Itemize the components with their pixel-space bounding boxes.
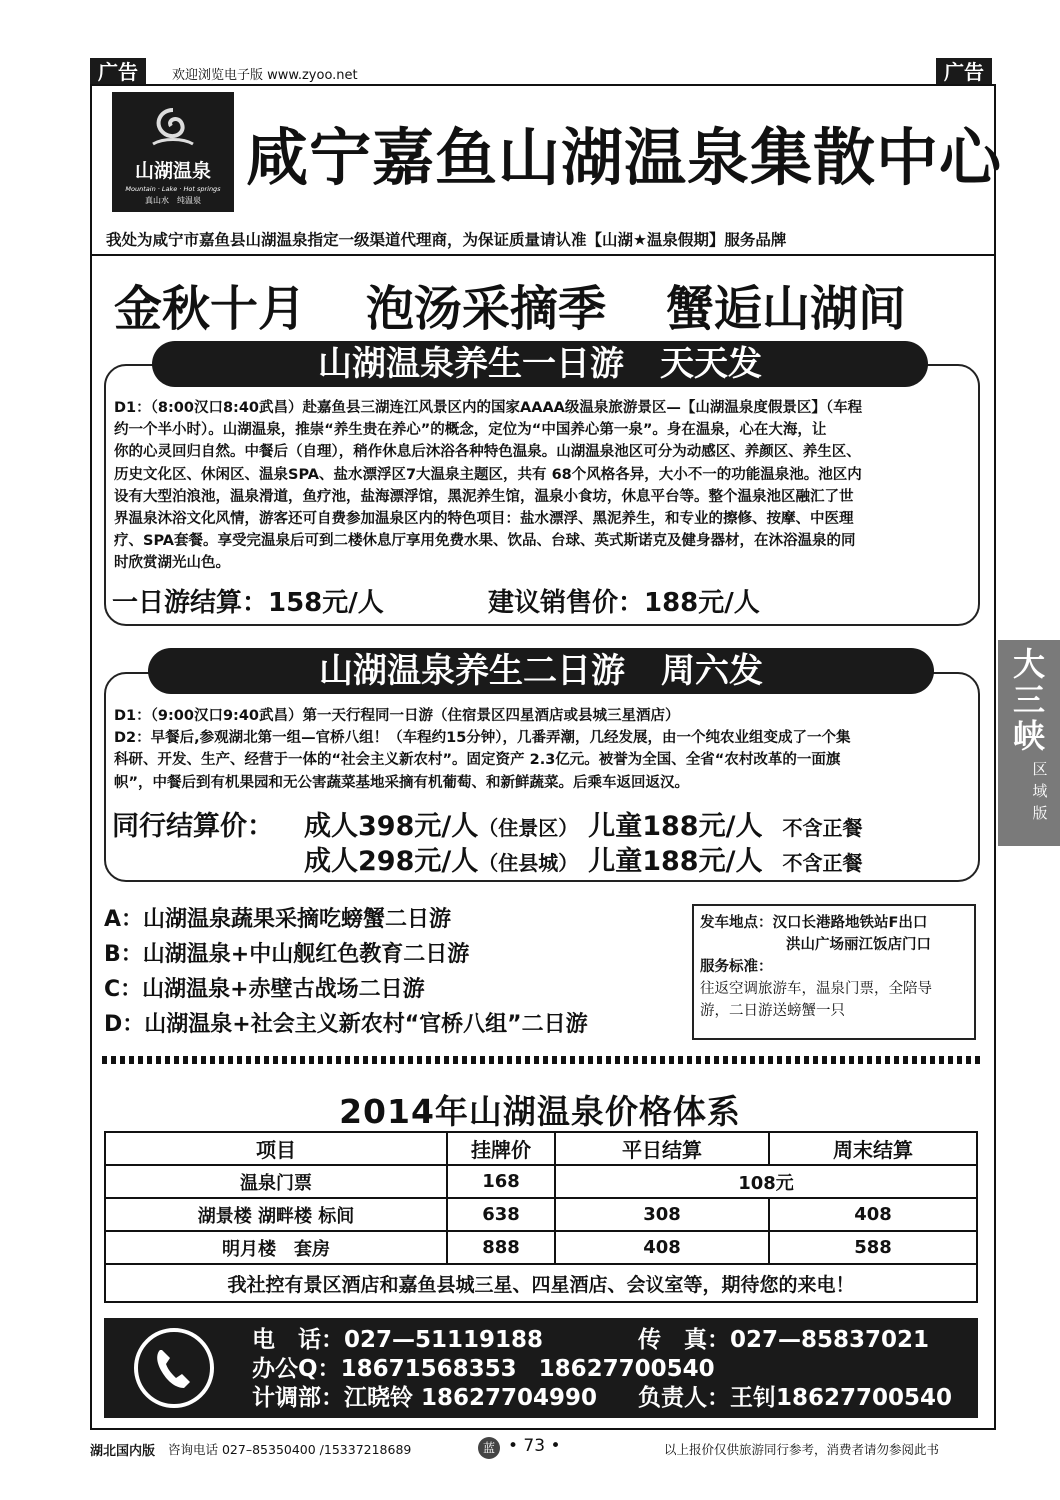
- phone-label: 电 话：: [252, 1327, 344, 1353]
- logo-english: Mountain · Lake · Hot springs: [125, 185, 221, 193]
- table-cell: 308: [555, 1198, 769, 1231]
- option-item: A：山湖温泉蔬果采摘吃螃蟹二日游: [104, 907, 452, 932]
- tour1-suggested-price: 建议销售价：188元/人: [488, 588, 760, 618]
- tour2-frequency: 周六发: [661, 651, 763, 691]
- fax-number: 027—85837021: [730, 1327, 930, 1353]
- swirl-logo-icon: [143, 104, 203, 152]
- contact-row-fax: [638, 1326, 929, 1355]
- option-item: C：山湖温泉+赤壁古战场二日游: [104, 977, 425, 1002]
- table-cell: 408: [769, 1198, 977, 1231]
- service-line-1: 往返空调旅游车，温泉门票，全陪导: [700, 981, 932, 997]
- tour1-itinerary: [114, 397, 974, 575]
- contact-row-phone: [252, 1326, 543, 1355]
- header-cell: 挂牌价: [447, 1132, 555, 1165]
- table-cell: 638: [447, 1198, 555, 1231]
- tour2-line: D2：早餐后,参观湖北第一组—官桥八组！（车程约15分钟），几番弄潮，几经发展，由一个纯农业组变成了一个集: [114, 730, 851, 747]
- header-cell: 周末结算: [769, 1132, 977, 1165]
- side-tab: [998, 640, 1060, 846]
- contact-row-dept: [252, 1384, 597, 1413]
- tour2-line: 帜”，中餐后到有机果园和无公害蔬菜基地采摘有机葡萄、和新鲜蔬菜。后乘车返回返汉。: [114, 774, 690, 791]
- season-slogan: [114, 270, 906, 339]
- ad-tag-left: 广告: [90, 58, 146, 86]
- table-cell: 588: [769, 1231, 977, 1264]
- phone-number: 027—51119188: [344, 1327, 544, 1353]
- side-tab-subchar: 区: [1032, 760, 1048, 778]
- tour2-line: D1：（9:00汉口9:40武昌）第一天行程同一日游（住宿景区四星酒店或县城三星酒店）: [114, 708, 680, 724]
- departure-place-1: 汉口长港路地铁站F出口: [772, 915, 928, 931]
- contact-row-qq: [252, 1355, 715, 1384]
- stay-type: （住景区）: [478, 816, 579, 840]
- contact-row-manager: [638, 1384, 952, 1413]
- ad-tag-right: 广告: [936, 58, 992, 86]
- notice-divider: [92, 254, 994, 256]
- footer-badge: 蓝: [478, 1437, 500, 1459]
- tour1-name: 山湖温泉养生一日游: [318, 344, 624, 384]
- footer-consult: 咨询电话 027–85350400 /15337218689: [168, 1442, 412, 1457]
- footer-disclaimer: 以上报价仅供旅游同行参考，消费者请勿参阅此书: [664, 1442, 940, 1457]
- manager-label: 负责人：: [638, 1385, 730, 1411]
- logo-name: 山湖温泉: [134, 160, 211, 182]
- footer-edition: 湖北国内版: [90, 1444, 156, 1459]
- header-cell: 项目: [105, 1132, 447, 1165]
- logo: [112, 92, 234, 212]
- tour1-line: 约一个半小时）。山湖温泉，推崇“养生贵在养心”的概念，定位为“中国养心第一泉”。身在温泉，心在大海，让: [114, 422, 827, 439]
- tour2-price-row: [304, 804, 862, 843]
- side-tab-char: 三: [1012, 681, 1045, 719]
- option-item: B：山湖温泉+中山舰红色教育二日游: [104, 942, 470, 967]
- header-cell: 平日结算: [555, 1132, 769, 1165]
- qq-number-1: 18671568353: [340, 1356, 517, 1382]
- departure-label: 发车地点：: [700, 915, 773, 931]
- tour1-line: 你的心灵回归自然。中餐后（自理），稍作休息后沐浴各种特色温泉。山湖温泉池区可分为动感区、养颜区、养生区、: [114, 444, 861, 461]
- tour1-line: 设有大型泊浪池，温泉滑道，鱼疗池，盐海漂浮馆，黑泥养生馆，温泉小食坊，休息平台等。整个温泉池区融汇了世: [114, 488, 854, 505]
- side-tab-title: [998, 646, 1060, 754]
- side-tab-char: 峡: [1012, 717, 1045, 755]
- meal-note: 不含正餐: [782, 851, 863, 875]
- tour2-itinerary: [114, 705, 974, 794]
- tour2-price-title: 同行结算价：: [112, 811, 274, 842]
- service-line-2: 游，二日游送螃蟹一只: [700, 1003, 845, 1019]
- dept-label: 计调部：: [252, 1385, 344, 1411]
- tour1-line: 疗、SPA套餐。享受完温泉后可到二楼休息厅享用免费水果、饮品、台球、英式斯诺克及健身器材，在沐浴温泉的同: [114, 533, 856, 550]
- table-header-row: [105, 1132, 977, 1165]
- stay-type: （住县城）: [478, 851, 579, 875]
- tour1-line: D1：（8:00汉口8:40武昌）赴嘉鱼县三湖连江风景区内的国家AAAA级温泉旅游景区—【山湖温泉度假景区】（车程: [114, 400, 863, 416]
- service-label: 服务标准：: [700, 959, 773, 975]
- side-tab-sub: [1020, 758, 1060, 824]
- table-row: [105, 1231, 977, 1264]
- adult-price: 成人398元/人: [304, 811, 479, 842]
- table-row: [105, 1165, 977, 1198]
- slogan-part-2: 泡汤采摘季: [366, 281, 607, 337]
- table-cell: 明月楼 套房: [105, 1231, 447, 1264]
- tour1-line: 历史文化区、休闲区、温泉SPA、盐水漂浮区7大温泉主题区，共有 68个风格各异，大小不一的功能温泉池。池区内: [114, 466, 862, 483]
- manager-contact: 王钊18627700540: [730, 1385, 953, 1411]
- price-table: [104, 1131, 978, 1303]
- tour2-banner: [148, 648, 934, 694]
- table-footer-row: [105, 1264, 977, 1302]
- table-cell: 888: [447, 1231, 555, 1264]
- departure-place-2: 洪山广场丽江饭店门口: [786, 937, 931, 953]
- tour2-price-row: [304, 839, 862, 878]
- price-table-title: 2014年山湖温泉价格体系: [339, 1092, 741, 1131]
- dept-contact: 江晓铃 18627704990: [344, 1385, 598, 1411]
- contact-block: [104, 1318, 978, 1418]
- table-cell: 108元: [555, 1165, 977, 1198]
- table-footer: 我社控有景区酒店和嘉鱼县城三星、四星酒店、会议室等，期待您的来电！: [105, 1264, 977, 1302]
- tour1-price: 一日游结算：158元/人: [112, 588, 384, 618]
- agent-notice: 我处为咸宁市嘉鱼县山湖温泉指定一级渠道代理商，为保证质量请认准【山湖★温泉假期】服务品牌: [106, 231, 787, 249]
- tour1-frequency: 天天发: [660, 344, 762, 384]
- tour2-line: 科研、开发、生产、经营于一体的“社会主义新农村”。固定资产 2.3亿元。被誉为全国、全省“农村改革的一面旗: [114, 752, 841, 769]
- options-list: [104, 902, 588, 1042]
- adult-price: 成人298元/人: [304, 846, 479, 877]
- logo-slogan: 真山水 纯温泉: [145, 196, 201, 205]
- slogan-part-1: 金秋十月: [114, 281, 307, 337]
- page-number: • 73 •: [508, 1436, 561, 1456]
- departure-box: [692, 904, 976, 1040]
- child-price: 儿童188元/人: [588, 846, 763, 877]
- tour2-name: 山湖温泉养生二日游: [319, 651, 625, 691]
- page-title: 咸宁嘉鱼山湖温泉集散中心: [246, 121, 1003, 194]
- child-price: 儿童188元/人: [588, 811, 763, 842]
- table-row: [105, 1198, 977, 1231]
- table-cell: 408: [555, 1231, 769, 1264]
- table-cell: 湖景楼 湖畔楼 标间: [105, 1198, 447, 1231]
- side-tab-subchar: 版: [1032, 804, 1048, 822]
- slogan-part-3: 蟹逅山湖间: [666, 281, 907, 337]
- qq-number-2: 18627700540: [538, 1356, 715, 1382]
- side-tab-char: 大: [1012, 645, 1045, 683]
- qq-label: 办公Q：: [252, 1356, 341, 1382]
- table-cell: 温泉门票: [105, 1165, 447, 1198]
- star-divider: [102, 1056, 982, 1064]
- phone-icon: [134, 1328, 214, 1408]
- meal-note: 不含正餐: [782, 816, 863, 840]
- website-text: 欢迎浏览电子版 www.zyoo.net: [172, 68, 358, 83]
- option-item: D：山湖温泉+社会主义新农村“官桥八组”二日游: [104, 1012, 588, 1037]
- tour1-line: 时欣赏湖光山色。: [114, 555, 230, 572]
- side-tab-subchar: 域: [1032, 782, 1048, 800]
- tour1-banner: [152, 341, 928, 387]
- table-cell: 168: [447, 1165, 555, 1198]
- fax-label: 传 真：: [638, 1327, 730, 1353]
- tour1-line: 界温泉沐浴文化风情，游客还可自费参加温泉区内的特色项目：盐水漂浮、黑泥养生，和专业的擦修、按摩、中医理: [114, 511, 854, 528]
